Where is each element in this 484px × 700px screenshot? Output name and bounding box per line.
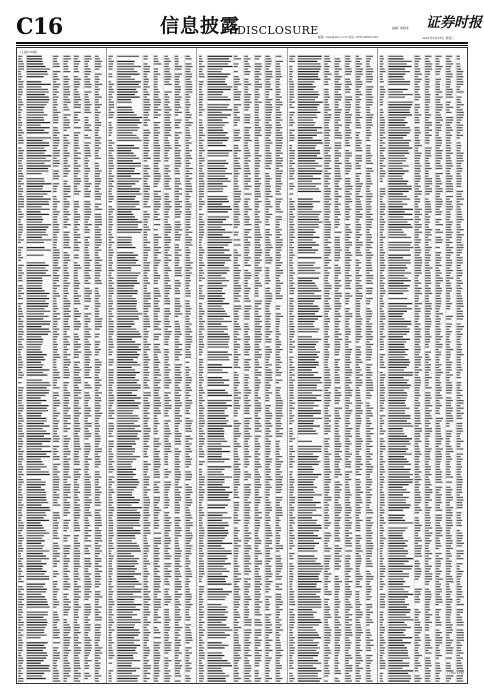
section-title-en: DISCLOSURE: [237, 24, 319, 37]
masthead-rule: [16, 42, 468, 44]
contact-info: 邮箱: zqsb@stcn.com 电话: 0755-83501750: [318, 35, 379, 39]
continued-note: (下转C17版): [447, 671, 465, 675]
table-frame: [16, 47, 468, 684]
editor-credit: 编辑: 施晓菲: [392, 26, 409, 30]
section-title-cn: 信息披露: [160, 15, 241, 37]
masthead: [0, 0, 484, 50]
page-number: C16: [16, 14, 63, 40]
table-heading: (上接C15版): [20, 50, 38, 54]
publish-date: 2021年9月28日 星期二: [422, 36, 455, 40]
newspaper-logo: 证券时报: [426, 15, 482, 31]
masthead-rule-thin: [16, 45, 468, 46]
